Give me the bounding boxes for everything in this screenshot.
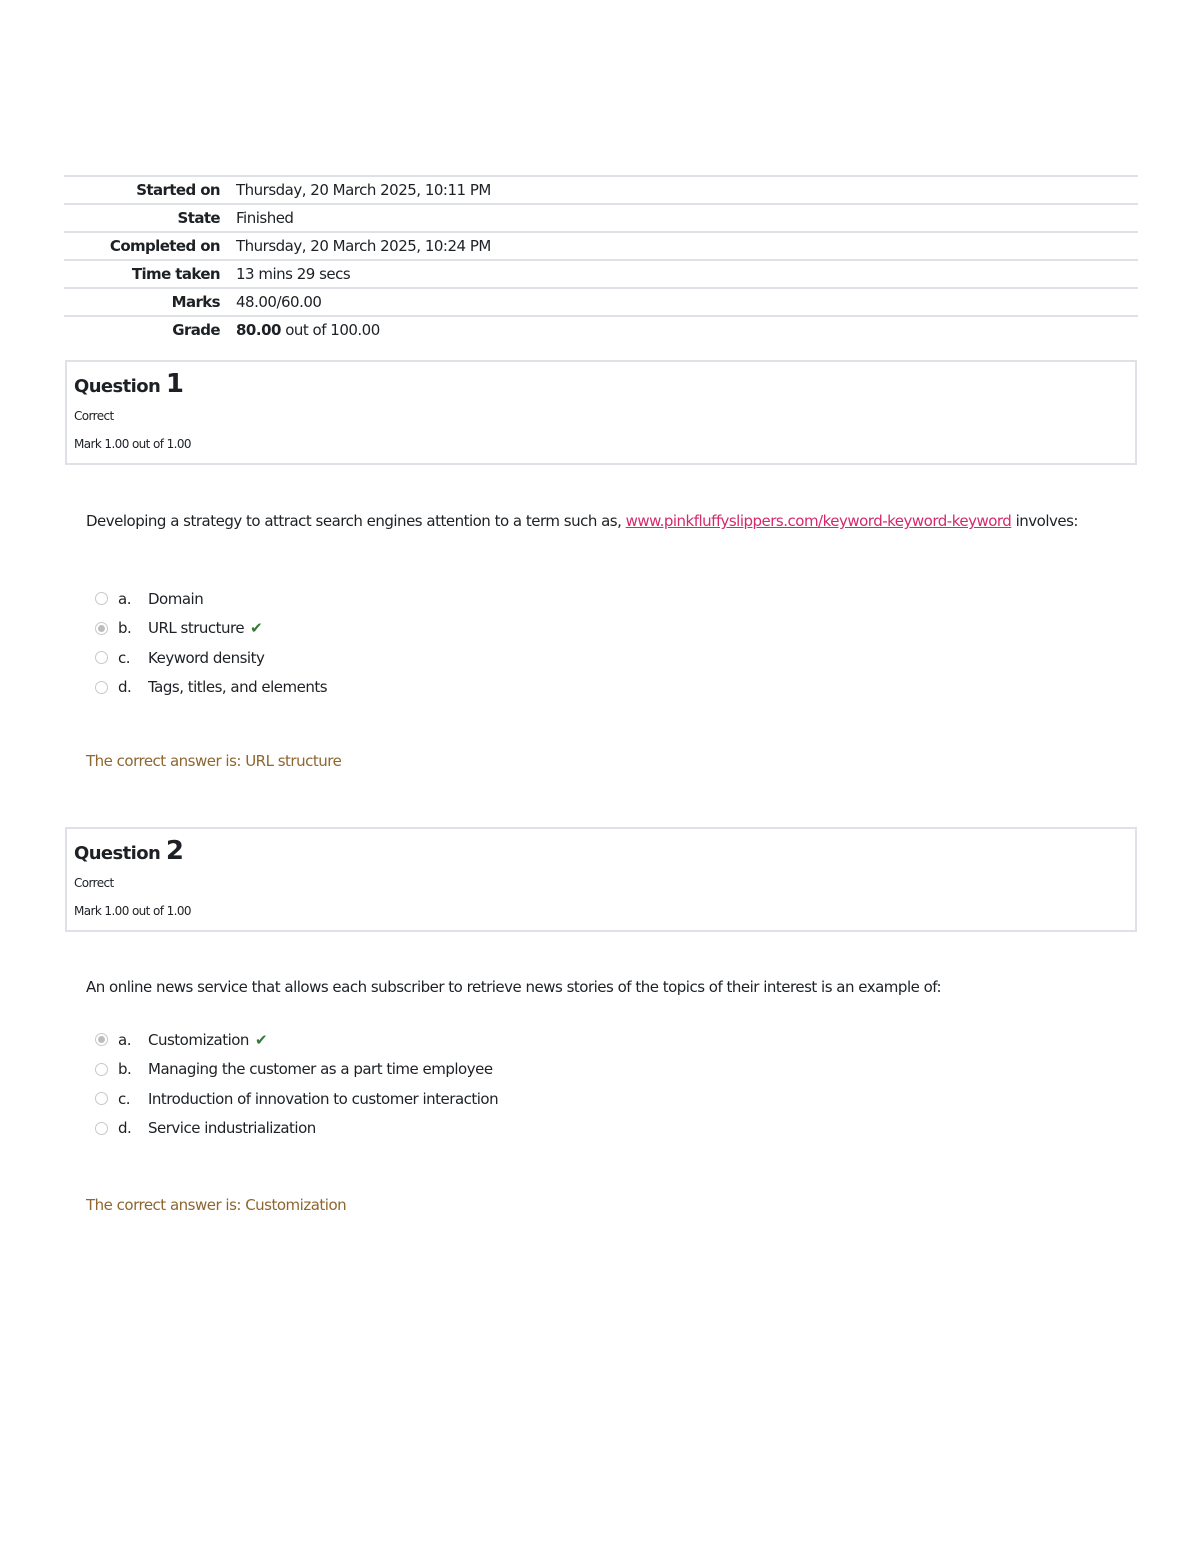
answer-option-d[interactable]: [95, 1114, 995, 1144]
answer-option-b[interactable]: [95, 614, 995, 644]
answer-text: Customization: [148, 1030, 249, 1049]
summary-row-state: [64, 204, 1138, 232]
question-mark: Mark 1.00 out of 1.00: [74, 437, 191, 451]
attempt-summary-table: [64, 175, 1138, 343]
answer-text: URL structure: [148, 619, 245, 638]
summary-label: Completed on: [109, 237, 220, 255]
answer-text: Service industrialization: [148, 1119, 316, 1138]
answer-option-b[interactable]: [95, 1055, 995, 1085]
grade-score: 80.00: [236, 321, 281, 339]
keyword-url-link[interactable]: www.pinkfluffyslippers.com/keyword-keyword-keyword: [625, 512, 1012, 530]
answer-letter: b.: [118, 1060, 132, 1079]
answer-letter: d.: [118, 1119, 132, 1138]
summary-value: Finished: [236, 209, 294, 227]
question-number: 2: [165, 836, 184, 866]
summary-row-started: [64, 176, 1138, 204]
grade-total: out of 100.00: [280, 321, 380, 339]
summary-label: Started on: [136, 181, 220, 199]
answer-option-a[interactable]: [95, 584, 995, 614]
answer-text: Keyword density: [148, 648, 265, 667]
radio-button[interactable]: [95, 1122, 108, 1135]
answer-text: Managing the customer as a part time employee: [148, 1060, 493, 1079]
question-number: 1: [165, 369, 184, 399]
answer-letter: c.: [118, 648, 131, 667]
summary-row-marks: [64, 288, 1138, 316]
question-text-end: involves:: [1011, 512, 1078, 530]
summary-label: State: [177, 209, 220, 227]
check-icon: ✔: [250, 619, 263, 638]
radio-button[interactable]: [95, 1092, 108, 1105]
question-text-2: An online news service that allows each subscriber to retrieve news stories of the topics of their interest is an example of:: [86, 978, 942, 996]
question-title: [74, 835, 1135, 870]
summary-row-grade: [64, 316, 1138, 343]
correct-answer-feedback-1: The correct answer is: URL structure: [86, 752, 342, 770]
correct-answer-feedback-2: The correct answer is: Customization: [86, 1196, 347, 1214]
answer-list-1: [95, 584, 995, 702]
question-state: Correct: [74, 409, 114, 423]
radio-button-selected[interactable]: [95, 622, 108, 635]
radio-button-selected[interactable]: [95, 1033, 108, 1046]
answer-text: Domain: [148, 589, 204, 608]
check-icon: ✔: [254, 1030, 268, 1049]
summary-value: Thursday, 20 March 2025, 10:24 PM: [236, 237, 491, 255]
radio-button[interactable]: [95, 592, 108, 605]
answer-text: Tags, titles, and elements: [148, 678, 328, 697]
summary-value: Thursday, 20 March 2025, 10:11 PM: [236, 181, 491, 199]
answer-text: Introduction of innovation to customer interaction: [148, 1089, 499, 1108]
question-text-start: Developing a strategy to attract search engines attention to a term such as,: [86, 512, 626, 530]
answer-option-a[interactable]: [95, 1025, 995, 1055]
radio-button[interactable]: [95, 1063, 108, 1076]
question-text-1: [86, 508, 1096, 534]
summary-value: 13 mins 29 secs: [236, 265, 351, 283]
question-info-2: [65, 827, 1137, 932]
summary-label: Marks: [171, 293, 220, 311]
answer-letter: c.: [118, 1089, 131, 1108]
summary-row-completed: [64, 232, 1138, 260]
answer-option-c[interactable]: [95, 643, 995, 673]
answer-letter: a.: [118, 589, 131, 608]
answer-letter: d.: [118, 678, 132, 697]
answer-option-c[interactable]: [95, 1084, 995, 1114]
answer-list-2: [95, 1025, 995, 1143]
answer-letter: a.: [118, 1030, 131, 1049]
question-title: [74, 368, 1135, 403]
question-info-1: [65, 360, 1137, 465]
radio-button[interactable]: [95, 681, 108, 694]
summary-row-time-taken: [64, 260, 1138, 288]
summary-label: Grade: [172, 321, 220, 339]
answer-letter: b.: [118, 619, 132, 638]
question-label: Question: [74, 376, 161, 397]
radio-button[interactable]: [95, 651, 108, 664]
answer-option-d[interactable]: [95, 673, 995, 703]
question-mark: Mark 1.00 out of 1.00: [74, 904, 191, 918]
summary-label: Time taken: [131, 265, 220, 283]
question-label: Question: [74, 843, 161, 864]
question-state: Correct: [74, 876, 114, 890]
summary-value: [236, 316, 1138, 343]
summary-value: 48.00/60.00: [236, 293, 322, 311]
